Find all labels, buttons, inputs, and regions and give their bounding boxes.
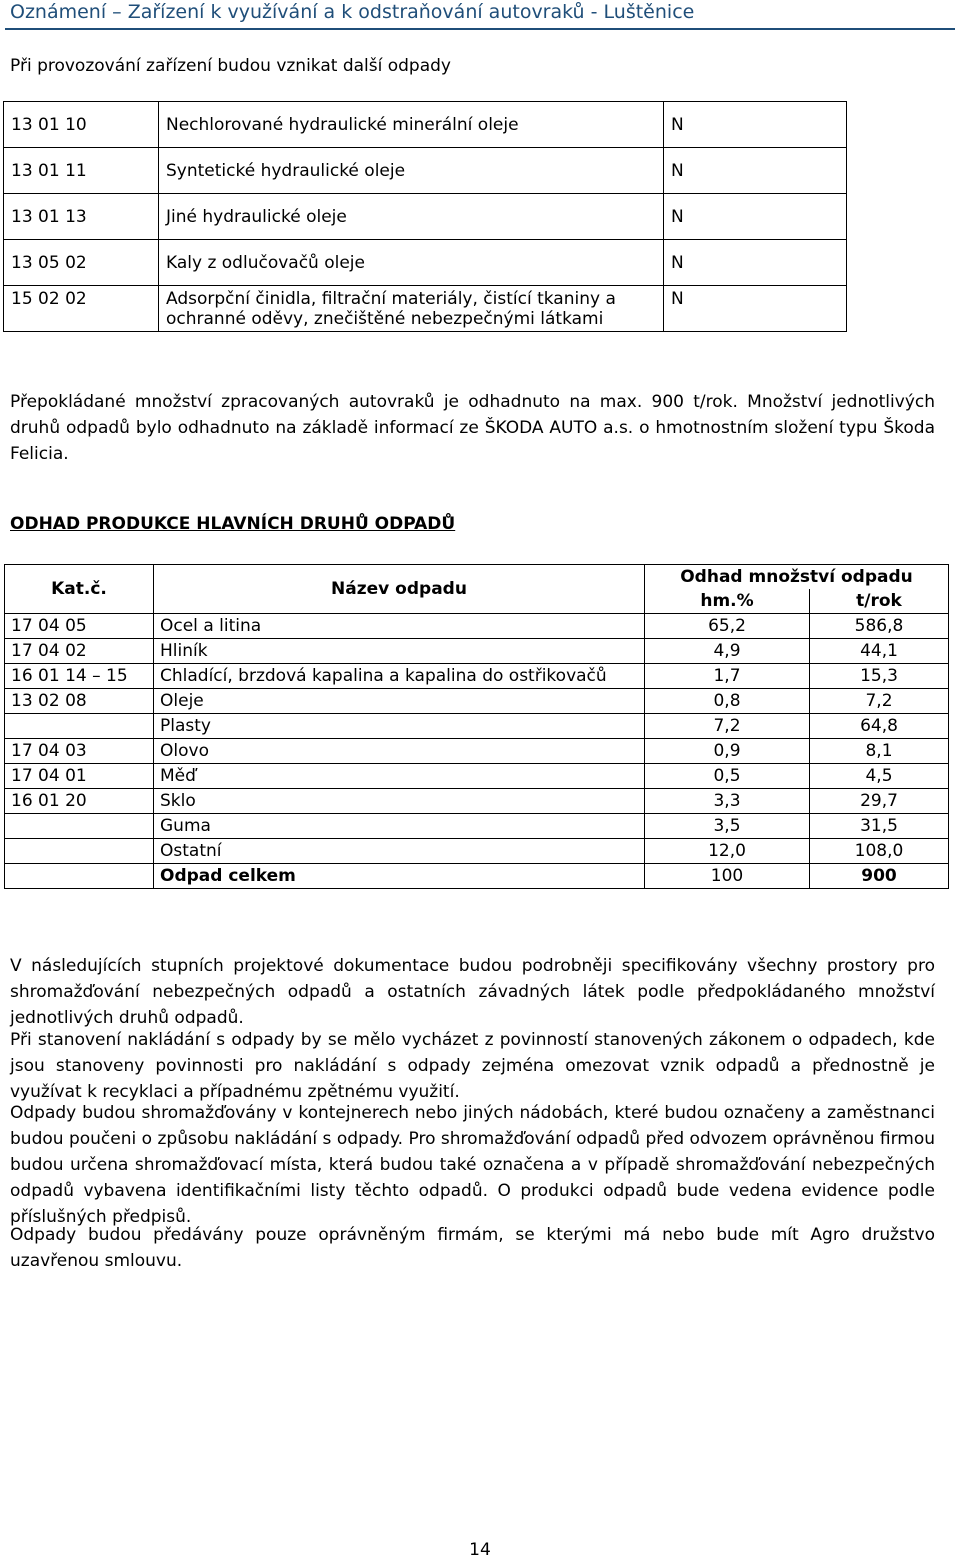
- waste-codes-table: [3, 101, 847, 332]
- row-t: 44,1: [810, 639, 949, 664]
- row-hm: 0,5: [645, 764, 810, 789]
- header-name: Název odpadu: [154, 565, 645, 614]
- table-row: [4, 102, 847, 148]
- row-t: 586,8: [810, 614, 949, 639]
- row-kat: 17 04 03: [5, 739, 154, 764]
- row-kat: 16 01 14 – 15: [5, 664, 154, 689]
- row-name: Guma: [154, 814, 645, 839]
- total-kat: [5, 864, 154, 889]
- total-hm: 100: [645, 864, 810, 889]
- row-name: Ocel a litina: [154, 614, 645, 639]
- row-hm: 0,8: [645, 689, 810, 714]
- table-row: [4, 240, 847, 286]
- closing-paragraph-2: Při stanovení nakládání s odpady by se mělo vycházet z povinností stanovených zákonem o odpadech, kde jsou stanoveny povinnosti pro nakládání s odpady zejména omezovat vznik odpadů a přednostně je využívat k recyklaci a případnému zpětnému využití.: [10, 1030, 935, 1102]
- row-name: Sklo: [154, 789, 645, 814]
- row-t: 64,8: [810, 714, 949, 739]
- document-header: Oznámení – Zařízení k využívání a k odstraňování autovraků - Luštěnice: [10, 1, 695, 23]
- row-t: 4,5: [810, 764, 949, 789]
- row-name: Ostatní: [154, 839, 645, 864]
- row-t: 108,0: [810, 839, 949, 864]
- waste-category: N: [664, 148, 847, 194]
- table-row: [4, 194, 847, 240]
- production-table: [4, 564, 949, 889]
- waste-code: 15 02 02: [4, 286, 159, 332]
- waste-code: 13 01 10: [4, 102, 159, 148]
- row-kat: [5, 714, 154, 739]
- row-hm: 65,2: [645, 614, 810, 639]
- row-name: Oleje: [154, 689, 645, 714]
- row-kat: 16 01 20: [5, 789, 154, 814]
- row-hm: 1,7: [645, 664, 810, 689]
- row-t: 29,7: [810, 789, 949, 814]
- row-kat: 13 02 08: [5, 689, 154, 714]
- closing-paragraph-1: V následujících stupních projektové dokumentace budou podrobněji specifikovány všechny prostory pro shromažďování nebezpečných odpadů a ostatních závadných látek podle předpokládaného množství jednotlivých druhů odpadů.: [10, 956, 935, 1028]
- row-name: Chladící, brzdová kapalina a kapalina do ostřikovačů: [154, 664, 645, 689]
- estimate-paragraph: Přepokládané množství zpracovaných autovraků je odhadnuto na max. 900 t/rok. Množství jednotlivých druhů odpadů bylo odhadnuto na základě informací ze ŠKODA AUTO a.s. o hmotnostním složení typu Škoda Felicia.: [10, 392, 935, 464]
- row-name: Plasty: [154, 714, 645, 739]
- row-t: 31,5: [810, 814, 949, 839]
- waste-name: Adsorpční činidla, filtrační materiály, čistící tkaniny a ochranné oděvy, znečištěné nebezpečnými látkami: [159, 286, 664, 332]
- row-t: 15,3: [810, 664, 949, 689]
- row-name: Měď: [154, 764, 645, 789]
- waste-name: Kaly z odlučovačů oleje: [159, 240, 664, 286]
- waste-category: N: [664, 194, 847, 240]
- row-hm: 3,3: [645, 789, 810, 814]
- intro-text: Při provozování zařízení budou vznikat další odpady: [10, 56, 451, 76]
- table-row: [5, 714, 949, 739]
- table-row: [5, 839, 949, 864]
- row-name: Hliník: [154, 639, 645, 664]
- header-rule: [5, 28, 955, 30]
- table-row: [5, 614, 949, 639]
- row-kat: [5, 839, 154, 864]
- row-kat: [5, 814, 154, 839]
- waste-code: 13 05 02: [4, 240, 159, 286]
- header-estimate: Odhad množství odpadu: [645, 565, 949, 590]
- section-title: ODHAD PRODUKCE HLAVNÍCH DRUHŮ ODPADŮ: [10, 514, 456, 534]
- row-hm: 4,9: [645, 639, 810, 664]
- waste-name: Jiné hydraulické oleje: [159, 194, 664, 240]
- row-hm: 3,5: [645, 814, 810, 839]
- table-row: [5, 664, 949, 689]
- waste-category: N: [664, 240, 847, 286]
- table-row: [5, 689, 949, 714]
- table-row: [5, 739, 949, 764]
- table-row: [5, 789, 949, 814]
- row-hm: 0,9: [645, 739, 810, 764]
- row-t: 8,1: [810, 739, 949, 764]
- table-row: [5, 639, 949, 664]
- waste-name: Syntetické hydraulické oleje: [159, 148, 664, 194]
- row-name: Olovo: [154, 739, 645, 764]
- waste-code: 13 01 13: [4, 194, 159, 240]
- table-total-row: [5, 864, 949, 889]
- row-hm: 7,2: [645, 714, 810, 739]
- row-kat: 17 04 02: [5, 639, 154, 664]
- table-row: [5, 814, 949, 839]
- total-t: 900: [810, 864, 949, 889]
- row-hm: 12,0: [645, 839, 810, 864]
- table-header-row: [5, 565, 949, 590]
- row-kat: 17 04 05: [5, 614, 154, 639]
- total-name: Odpad celkem: [154, 864, 645, 889]
- waste-name: Nechlorované hydraulické minerální oleje: [159, 102, 664, 148]
- table-row: [4, 286, 847, 332]
- waste-code: 13 01 11: [4, 148, 159, 194]
- waste-category: N: [664, 286, 847, 332]
- closing-paragraph-3: Odpady budou shromažďovány v kontejnerech nebo jiných nádobách, které budou označeny a zaměstnanci budou poučeni o způsobu nakládání s odpady. Pro shromažďování odpadů před odvozem oprávněnou firmou budou určena shromažďovací místa, která budou také označena a v případě shromažďování nebezpečných odpadů vybavena identifikačními listy těchto odpadů. O produkci odpadů bude vedena evidence podle příslušných předpisů.: [10, 1103, 935, 1227]
- row-t: 7,2: [810, 689, 949, 714]
- waste-category: N: [664, 102, 847, 148]
- row-kat: 17 04 01: [5, 764, 154, 789]
- header-kat: Kat.č.: [5, 565, 154, 614]
- table-row: [5, 764, 949, 789]
- header-t: t/rok: [810, 589, 949, 614]
- closing-paragraph-4: Odpady budou předávány pouze oprávněným firmám, se kterými má nebo bude mít Agro družstvo uzavřenou smlouvu.: [10, 1225, 935, 1271]
- table-row: [4, 148, 847, 194]
- page-number: 14: [469, 1540, 491, 1560]
- header-hm: hm.%: [645, 589, 810, 614]
